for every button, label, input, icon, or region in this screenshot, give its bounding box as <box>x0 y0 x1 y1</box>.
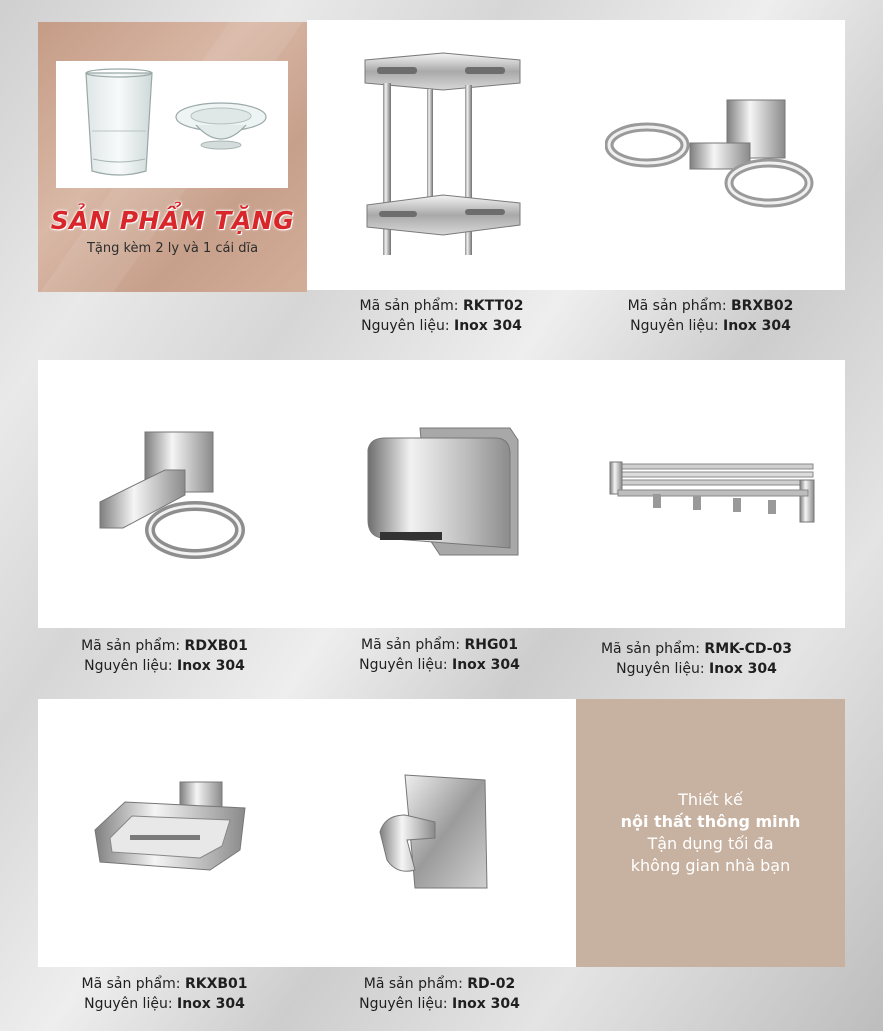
gift-title: SẢN PHẨM TẶNG <box>50 206 295 235</box>
product-material: Inox 304 <box>451 657 520 673</box>
product-material: Inox 304 <box>451 996 520 1012</box>
promo-block <box>576 699 845 967</box>
caption-rmk-cd-03: Mã sản phẩm: RMK-CD-03 Nguyên liệu: Inox 304 <box>600 641 793 677</box>
product-image-rdxb01 <box>95 430 250 565</box>
caption-rdxb01: Mã sản phẩm: RDXB01 Nguyên liệu: Inox 304 <box>81 638 248 674</box>
product-code: RKXB01 <box>184 976 248 992</box>
gift-subtitle: Tặng kèm 2 ly và 1 cái dĩa <box>86 241 259 256</box>
product-image-rhg01 <box>360 420 525 560</box>
product-material: Inox 304 <box>176 996 245 1012</box>
product-image-rkxb01 <box>90 780 255 875</box>
caption-brxb02: Mã sản phẩm: BRXB02 Nguyên liệu: Inox 304 <box>627 298 794 334</box>
promo-line-3: Tận dụng tối đa <box>647 834 774 853</box>
product-material: Inox 304 <box>453 318 522 334</box>
promo-line-2: nội thất thông minh <box>620 812 801 831</box>
product-material: Inox 304 <box>176 658 245 674</box>
product-image-rmk-cd-03 <box>608 458 818 533</box>
gift-photo <box>56 61 288 188</box>
product-code: BRXB02 <box>731 298 794 314</box>
product-code: RMK-CD-03 <box>704 641 793 657</box>
caption-rktt02: Mã sản phẩm: RKTT02 Nguyên liệu: Inox 304 <box>359 298 524 334</box>
caption-rd-02: Mã sản phẩm: RD-02 Nguyên liệu: Inox 304 <box>359 976 520 1012</box>
caption-rkxb01: Mã sản phẩm: RKXB01 Nguyên liệu: Inox 304 <box>81 976 248 1012</box>
product-code: RDXB01 <box>184 638 248 654</box>
product-material: Inox 304 <box>722 318 791 334</box>
product-code: RKTT02 <box>462 298 524 314</box>
product-code: RHG01 <box>464 637 518 653</box>
product-code: RD-02 <box>467 976 516 992</box>
product-image-rd-02 <box>375 770 495 900</box>
caption-rhg01: Mã sản phẩm: RHG01 Nguyên liệu: Inox 304 <box>359 637 520 673</box>
glass-and-dish-image <box>56 61 288 188</box>
gift-block <box>38 22 307 292</box>
product-image-brxb02 <box>605 95 820 215</box>
product-image-rktt02 <box>355 45 530 260</box>
product-material: Inox 304 <box>708 661 777 677</box>
promo-line-1: Thiết kế <box>678 790 743 809</box>
promo-line-4: không gian nhà bạn <box>630 856 791 875</box>
